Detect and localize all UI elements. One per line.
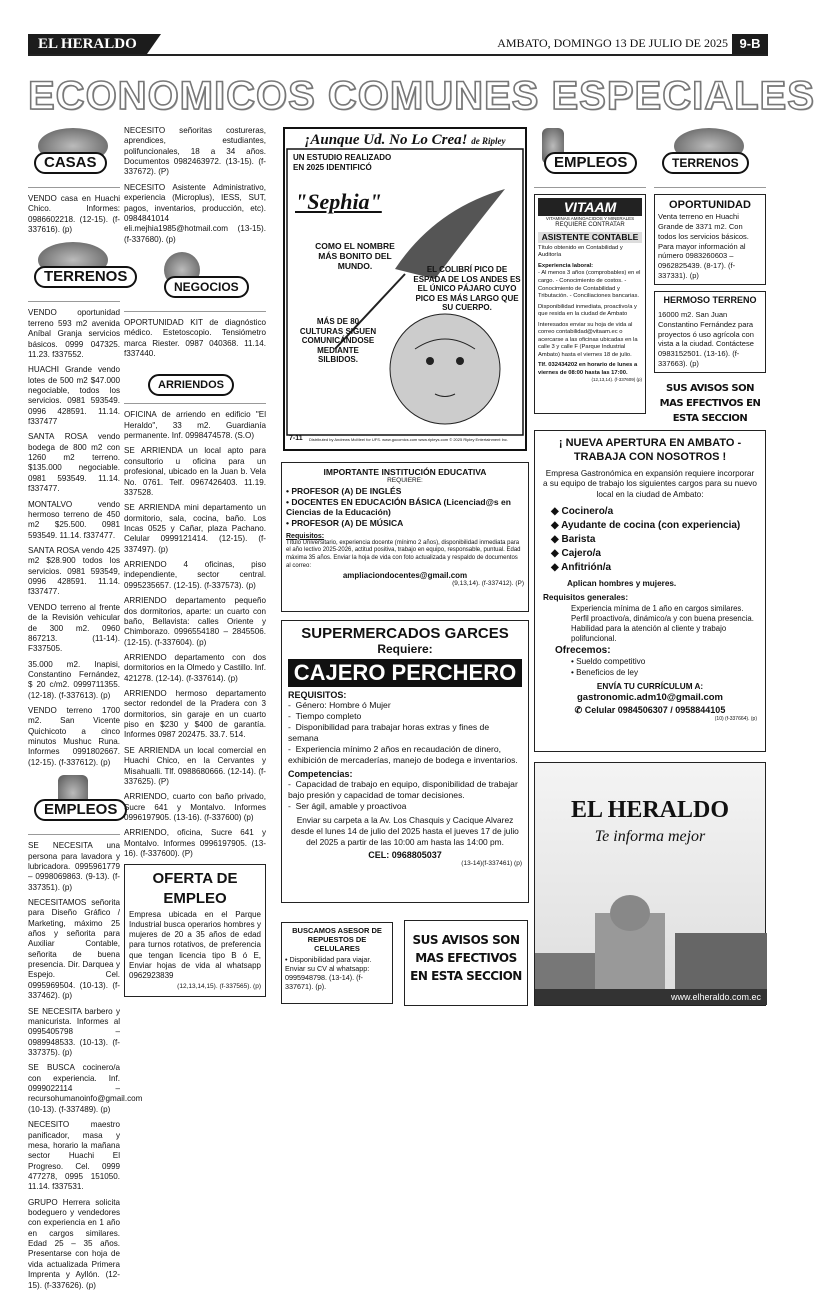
classified-ad: VENDO terreno al frente de la Revisión vehicular de 300 m2. 0960 867213. (11-14). F337505. [28, 602, 120, 654]
garces-comp-label: Competencias: [288, 769, 353, 779]
classified-ad: SE NECESITA una persona para lavadora y lubricadora. 0995961779 – 0998069863. (9-13). (f-337351). (p) [28, 841, 120, 892]
cartoon-title-row [285, 129, 525, 149]
classified-ad: 35.000 m2. Inapisi, Constantino Fernández, $ 20 c/m2. 0999711355. (12-18). (f-337613). (p) [28, 659, 120, 700]
empleos-emblem [534, 126, 646, 188]
classified-ad: SE ARRIENDA mini departamento un dormitorio, sala, cocina, baño. Los Incas 0525 y Cañar, plaza Pachano. Celular 0999121414. (12-15). (f-337497). (p) [124, 503, 266, 554]
apertura-email: gastronomic.adm10@gmail.com [577, 692, 723, 704]
list-item: • DOCENTES EN EDUCACIÓN BÁSICA (Licenciad@s en Ciencias de la Educación) [286, 496, 511, 518]
negocios-label: NEGOCIOS [164, 276, 249, 298]
garces-requiere: Requiere: [377, 642, 433, 656]
oferta-title: OFERTA DE EMPLEO [152, 870, 238, 907]
classified-ad: NECESITO maestro panificador, masa y mesa, horario la mañana sector Huachi El Progreso. Cel. 0999 477278, 0995 151050. 11.14. f337531. [28, 1120, 120, 1192]
apertura-req [571, 604, 757, 645]
classified-ad: GRUPO Herrera solicita bodeguero y vendedores con experiencia en 1 año en cargos similares. Edad 25 – 35 años. Presentarse con hoja de vida actualizada Primera Imprenta y Ayllón. (12-15). (f-337626). (p) [28, 1197, 120, 1290]
vitaam-sub: VITAMINAS AMINOACIDOS Y MINERALES [545, 216, 635, 222]
classified-ad: OFICINA de arriendo en edificio "El Heraldo", 33 m2. Guardianía permanente. Inf. 0998474578. (S.O) [124, 410, 266, 441]
list-item: • Sueldo competitivo [571, 657, 646, 667]
list-item: Experiencia mínima de 1 año en cargos similares. [571, 603, 744, 613]
educativa-ad [281, 462, 529, 612]
classified-ad: SANTA ROSA vendo bodega de 800 m2 con 1260 m2 terreno. $135.000 negociable. 0981 593549. 11.14. f337477. [28, 432, 120, 494]
column-2 [124, 126, 266, 997]
apertura-aplican: Aplican hombres y mujeres. [567, 578, 677, 588]
terrenos-emblem [28, 240, 128, 302]
ad-code: (12,13,14). (f-337609) (p) [591, 377, 642, 383]
list-item: ◆ Ayudante de cocina (con experiencia) [551, 519, 741, 531]
classified-ad: ARRIENDO, cuarto con baño privado, Sucre 641 y Montalvo. Informes 0996197905. (13-16). (f-337600) (p) [124, 792, 266, 822]
ad-code: (10) (f-337664). (p) [714, 716, 757, 723]
vitaam-disp: Disponibilidad inmediata, proactivo/a y que resida en la ciudad de Ambato [538, 303, 637, 318]
educativa-title: IMPORTANTE INSTITUCIÓN EDUCATIVA [323, 467, 487, 477]
garces-title: SUPERMERCADOS GARCES [301, 625, 509, 642]
panel-3-text: MÁS DE 80 CULTURAS SIGUEN COMUNICÁNDOSE MEDIANTE SILBIDOS. [299, 317, 377, 365]
apertura-req-label: Requisitos generales: [543, 593, 629, 603]
ad-code: (12,13,14,15). (f-337565). (p) [177, 983, 261, 991]
panel-2-text: EL COLIBRÍ PICO DE ESPADA DE LOS ANDES ES EL ÚNICO PÁJARO CUYO PICO ES MÁS LARGO QUE SU CUERPO. [413, 265, 521, 313]
vitaam-exp: - Al menos 3 años (comprobables) en el cargo. - Conocimiento de costos. - Conocimiento de Contabilidad y Tributación. - Conciliaciones bancarias. [538, 270, 641, 300]
list-item: - Género: Hombre ó Mujer [288, 700, 391, 710]
classified-ad: SE NECESITA barbero y manicurista. Informes al 0995405798 – 0989948533. (10-13). (f-337375). (p) [28, 1006, 120, 1057]
classified-ad: SE ARRIENDA un local comercial en Huachi Chico, en la Cervantes y Misahualli. Tlf. 0988680666. (12-14). (f-337625). (P) [124, 745, 266, 786]
heraldo-url: www.elheraldo.com.ec [535, 989, 767, 1005]
vitaam-tlf: Tlf. 032434202 en horario de lunes a viernes de 08:00 hasta las 17:00. [538, 362, 638, 376]
list-item: - Tiempo completo [288, 711, 362, 721]
vitaam-exp-label: Experiencia laboral: [538, 262, 594, 269]
apertura-envia: ENVÍA TU CURRÍCULUM A: [596, 681, 704, 691]
casas-label: CASAS [34, 152, 107, 174]
arriendos-emblem [124, 364, 266, 404]
list-item: ◆ Barista [551, 533, 596, 545]
heraldo-logo: EL HERALDO [570, 797, 730, 823]
garces-cel: CEL: 0968805037 [368, 849, 442, 860]
educativa-email: ampliaciondocentes@gmail.com [342, 570, 468, 580]
apertura-ad [534, 430, 766, 752]
garces-footer: Enviar su carpeta a la Av. Los Chasquis y Cacique Alvarez desde el lunes 14 de julio del 2025 hasta el jueves 17 de julio del 2025 a partir de las 10:00 am hasta las 14:00 pm. [291, 815, 519, 847]
hermoso-text: 16000 m2. San Juan Constantino Fernández para proyectos ó uso agrícola con vista a la ciudad. Contáctese 0983152501. (13-16). (f-337663). (p) [658, 310, 754, 368]
classified-ad: NECESITO señoritas costureras, aprendices, estudiantes, polifuncionales, 18 a 34 años. Documentos 0982463972. (13-15). (f-337672). (P) [124, 126, 266, 177]
classified-ad: NECESITAMOS señorita para Diseño Gráfico / Marketing, máximo 25 años y señorita para Auxiliar Contable, señorita de buena presencia. Dir. Darquea y Espejo. Cel. 0995969504. (10-13). (f-337462). (p) [28, 897, 120, 1001]
educativa-items [286, 486, 524, 529]
list-item: • PROFESOR (A) DE MÚSICA [286, 517, 404, 528]
vitaam-requiere: REQUIERE CONTRATAR [555, 222, 625, 229]
sus-avisos-ad: SUS AVISOS SON MAS EFECTIVOS EN ESTA SECCION [404, 920, 528, 1006]
vitaam-position: ASISTENTE CONTABLE [538, 232, 642, 243]
column-4 [534, 126, 646, 414]
classified-ad: VENDO terreno 1700 m2. San Vicente Quichicoto a cinco minutos Mushuc Runa. Informes 0991802667. (12-15). (f-337612). (p) [28, 706, 120, 767]
section-title: ECONOMICOS COMUNES ESPECIALES [28, 74, 815, 118]
issue-date: AMBATO, DOMINGO 13 DE JULIO DE 2025 [497, 36, 728, 50]
cartoon-brand: de Ripley [471, 136, 506, 146]
oferta-empleo-ad [124, 864, 266, 996]
garces-ad [281, 620, 529, 903]
casas-emblem [28, 126, 120, 188]
column-1 [28, 126, 143, 1296]
classified-ad: SE BUSCA cocinero/a con experiencia. Inf. 0999022114 – recursohumanoinfo@gmail.com (10-13). (f-337489). (p) [28, 1063, 143, 1114]
apertura-cargos [551, 505, 757, 575]
apertura-intro: Empresa Gastronómica en expansión requiere incorporar a su equipo de trabajo los siguientes cargos para su nuevo local en la ciudad de Ambato: [543, 468, 757, 499]
city-skyline [535, 873, 767, 993]
educativa-req-text: Título Universitario, experiencia docente (mínimo 2 años), disponibilidad inmediata para el año lectivo 2025-2026, actitud positiva, trabajo en equipo, responsable, puntual. Edad máxima 35 años. Enviar la hoja de vida con foto actualizada y respaldo de documentos al correo: [286, 539, 521, 569]
panel-1-text: UN ESTUDIO REALIZADO EN 2025 IDENTIFICÓ [293, 153, 392, 172]
classified-ad: SANTA ROSA vendo 425 m2 $28.900 todos los servicios. 0981 593549, 0996 428591. 11.14. f337477. [28, 545, 120, 597]
vitaam-logo: VITAAM [538, 198, 642, 216]
buscamos-text: • Disponibilidad para viajar. Enviar su CV al whatsapp: 0995948798. (13-14). (f-337671). (p). [285, 955, 372, 991]
empleos-label: EMPLEOS [34, 799, 127, 821]
list-item: - Ser ágil, amable y proactivoa [288, 801, 407, 811]
whistler-portrait [390, 314, 500, 424]
panel-1b-text: COMO EL NOMBRE MÁS BONITO DEL MUNDO. [315, 241, 395, 272]
cartoon-credit: Distributed by Andrews McMeel for UFS. www.gocomics.com www.ripleys.com © 2025 Ripley Entertainment Inc. [309, 437, 509, 442]
garces-req-list [288, 700, 522, 766]
apertura-title: ¡ NUEVA APERTURA EN AMBATO - TRABAJA CON NOSOTROS ! [558, 437, 742, 464]
terrenos-emblem [654, 126, 766, 188]
list-item: • Beneficios de ley [571, 668, 639, 678]
page-number: 9-B [732, 34, 768, 54]
classified-ad: NECESITO Asistente Administrativo, experiencia (Microplus), IESS, SUT, pagos, inventarios, producción, etc). 0984841014 eli.mejhia1985@hotmail.com (13-15). (f-337680). (p) [124, 182, 266, 244]
list-item: • PROFESOR (A) DE INGLÉS [286, 486, 402, 496]
terrenos-label: TERRENOS [662, 152, 749, 174]
heraldo-slogan: Te informa mejor [594, 828, 706, 845]
classified-ad: SE ARRIENDA un local apto para consultorio u oficina para un profesional, ubicado en la Juan b. Vela No. 0761. Telf. 0967426403. 11.19. 337528. [124, 446, 266, 497]
classified-ad: ARRIENDO, oficina, Sucre 641 y Montalvo. Informes 0996197905. (13-16). (f-337600). (P) [124, 828, 266, 859]
cartoon-title: ¡Aunque Ud. No Lo Crea! [304, 132, 468, 148]
classified-ad: ARRIENDO departamento con dos dormitorios en la Olmedo y Castillo. Inf. 421278. (12-14). (f-337614). (p) [124, 652, 266, 683]
vitaam-text: Título obtenido en Contabilidad y Auditoría [538, 244, 623, 259]
list-item: ◆ Cocinero/a [551, 505, 614, 517]
garces-comp-list [288, 779, 522, 812]
apertura-ofrecemos [571, 657, 757, 678]
classified-ad: ARRIENDO hermoso departamento sector redondel de la Pradera con 3 dormitorios, sin garaje en un cuarto piso en $230 y $400 de garantía. Informes 0987 202475. 33.7. 514. [124, 689, 266, 740]
column-5 [654, 126, 766, 426]
list-item: Perfil proactivo/a, dinámico/a y con buena presencia. [571, 614, 754, 623]
classified-ad: ARRIENDO 4 oficinas, piso independiente, sector central. 0995235657. (12-15). (f-337573). (p) [124, 560, 266, 590]
list-item: Habilidad para la atención al cliente y trabajo polifuncional. [571, 624, 727, 644]
garces-position: CAJERO PERCHERO [288, 659, 522, 687]
classified-ad: ARRIENDO departamento pequeño dos dormitorios, aparte: un cuarto con baño, Bellavista: calles Oriente y Chimborazo. 0996554180 – 2845506. (12-15). (f-337604). (p) [124, 596, 266, 647]
classified-ad: VENDO casa en Huachi Chico. Informes: 0986602218. (12-15). (f-337616). (p) [28, 194, 120, 235]
ad-code: (13-14)(f-337461) (p) [461, 859, 522, 867]
heraldo-ad [534, 762, 766, 1006]
garces-req-label: REQUISITOS: [288, 690, 347, 700]
buscamos-title: BUSCAMOS ASESOR DE REPUESTOS DE CELULARES [292, 926, 382, 953]
empleos-emblem [28, 773, 120, 835]
classified-ad: OPORTUNIDAD KIT de diagnóstico médico. Estetoscopio. Tensiómetro marca Riester. 0987 040368. 11.14. f337440. [124, 317, 266, 359]
vitaam-send: Interesados enviar su hoja de vida al correo contabilidad@vitaam.ec o acercarse a las oficinas ubicadas en la calle 3 y calle F (Parque Industrial Ambato) hasta el viernes 18 de julio. [538, 321, 638, 358]
list-item: ◆ Anfitrión/a [551, 561, 612, 573]
panel-1-word: "Sephia" [295, 189, 382, 214]
page-header [28, 34, 768, 56]
oportunidad-text: Venta terreno en Huachi Grande de 3371 m2. Con todos los servicios básicos. Para mayor información al número 0983260603 – 0962825439. (8-17). (f-337331). (p) [658, 212, 749, 280]
ripley-cartoon [283, 127, 527, 451]
hermoso-title: HERMOSO TERRENO [663, 294, 757, 305]
oportunidad-ad [654, 194, 766, 285]
newspaper-brand: EL HERALDO [28, 34, 147, 54]
classified-ad: MONTALVO vendo hermoso terreno de 450 m2 $25.500. 0981 593549. 11.14. f337477. [28, 499, 120, 540]
vitaam-ad [534, 194, 646, 414]
negocios-emblem [124, 250, 266, 312]
oferta-text: Empresa ubicada en el Parque Industrial busca operarios hombres y mujeres de 20 a 35 años de edad para turnos rotativos, de preferencia que tengan licencia tipo B ó E, Enviar hojas de vida al whatsapp 0962923839 [129, 909, 261, 981]
oportunidad-title: OPORTUNIDAD [669, 199, 751, 211]
list-item: ◆ Cajero/a [551, 547, 601, 559]
buscamos-ad [281, 922, 393, 1004]
classified-ad: HUACHI Grande vendo lotes de 500 m2 $47.000 negociable, todos los servicios. 0981 593549. 0996 428591. 11.14. f337477 [28, 365, 120, 427]
arriendos-label: ARRIENDOS [148, 374, 234, 396]
ad-code: (9,13,14). (f-337412). (P) [452, 579, 524, 587]
list-item: - Experiencia mínimo 2 años en recaudación de dinero, exhibición de mercaderías, manejo de bodega e inventarios. [288, 744, 518, 765]
hermoso-terreno-ad [654, 291, 766, 373]
sus-avisos-ad: SUS AVISOS SON MAS EFECTIVOS EN ESTA SECCION [659, 382, 761, 424]
list-item: - Disponibilidad para trabajar horas extras y fines de semana [288, 722, 490, 743]
educativa-req-label: Requisitos: [286, 532, 325, 540]
apertura-cel: ✆ Celular 0984506307 / 0958844105 [574, 704, 726, 715]
cartoon-date: 7-11 [289, 435, 303, 442]
empleos-label: EMPLEOS [544, 152, 637, 174]
educativa-requiere: REQUIERE: [387, 477, 423, 484]
classified-ad: VENDO oportunidad terreno 593 m2 avenida Aníbal Granja servicios básicos. 0999 047325. 11.23. f337552. [28, 308, 120, 359]
list-item: - Capacidad de trabajo en equipo, disponibilidad de trabajar bajo presión y capacidad de tomar decisiones. [288, 779, 518, 800]
terrenos-label: TERRENOS [34, 266, 137, 288]
apertura-ofrecemos-label: Ofrecemos: [555, 645, 611, 657]
